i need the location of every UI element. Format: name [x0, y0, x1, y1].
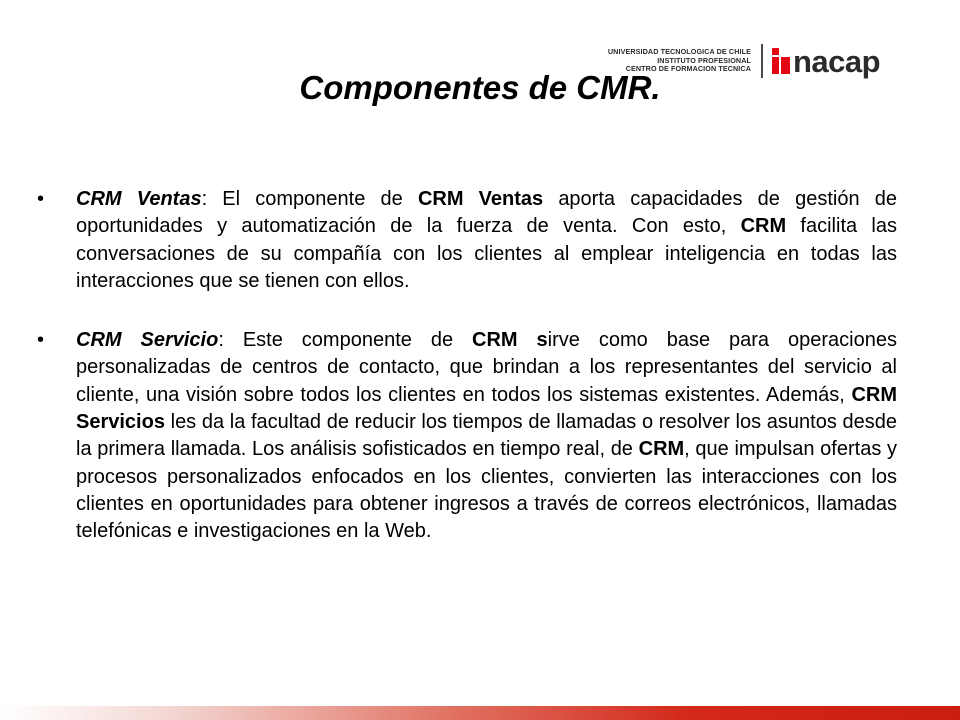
bullet-marker: •: [37, 329, 45, 352]
bullet-text: , que impulsan ofertas y procesos personalizados enfocados en los clientes, convierten las interacciones con los clientes en oportunidades para obtener ingresos a través de correos electrónicos, llamadas telefónicas e investigaciones en la Web.: [76, 438, 897, 543]
bullet-text: : El componente de: [201, 188, 418, 210]
bullet-bold-text: CRM Servicios: [76, 383, 897, 434]
bullet-marker: •: [37, 188, 45, 210]
logo-line-university: UNIVERSIDAD TECNOLOGICA DE CHILE: [607, 47, 751, 57]
bullet-bold-text: CRM s: [472, 329, 548, 352]
logo-line-institute: INSTITUTO PROFESIONAL: [657, 55, 751, 65]
bullet-bold-text: CRM: [638, 438, 685, 461]
bullet-term: CRM Ventas: [76, 188, 202, 210]
bullet-crm-servicio: [35, 327, 897, 545]
bullet-text: les da la facultad de reducir los tiempos de llamadas o resolver los asuntos desde la primera llamada. Los análisis sofisticados en tiempo real, de: [76, 411, 897, 461]
bullet-list: [35, 186, 897, 546]
bullet-bold-text: CRM Ventas: [417, 188, 544, 210]
footer-accent-bar: [0, 706, 960, 720]
bullet-term: CRM Servicio: [76, 329, 219, 352]
bullet-text: irve como base para operaciones personalizadas de centros de contacto, que brindan a los representantes del servicio al cliente, una visión sobre todos los clientes en todos los sistemas existentes. Además,: [76, 329, 897, 406]
bullet-text: aporta capacidades de gestión de oportunidades y automatización de la fuerza de venta. Con esto,: [76, 188, 898, 238]
logo-wordmark: nacap: [793, 43, 881, 79]
bullet-bold-text: CRM: [740, 215, 787, 238]
logo-line-center: CENTRO DE FORMACION TECNICA: [625, 64, 751, 74]
bullet-text: : Este componente de: [218, 329, 473, 352]
bullet-text: facilita las conversaciones de su compañía con los clientes al emplear inteligencia en todas las interacciones que se tienen con ellos.: [76, 215, 898, 292]
bullet-crm-ventas: [35, 186, 897, 295]
slide-title: Componentes de CMR.: [299, 69, 661, 106]
